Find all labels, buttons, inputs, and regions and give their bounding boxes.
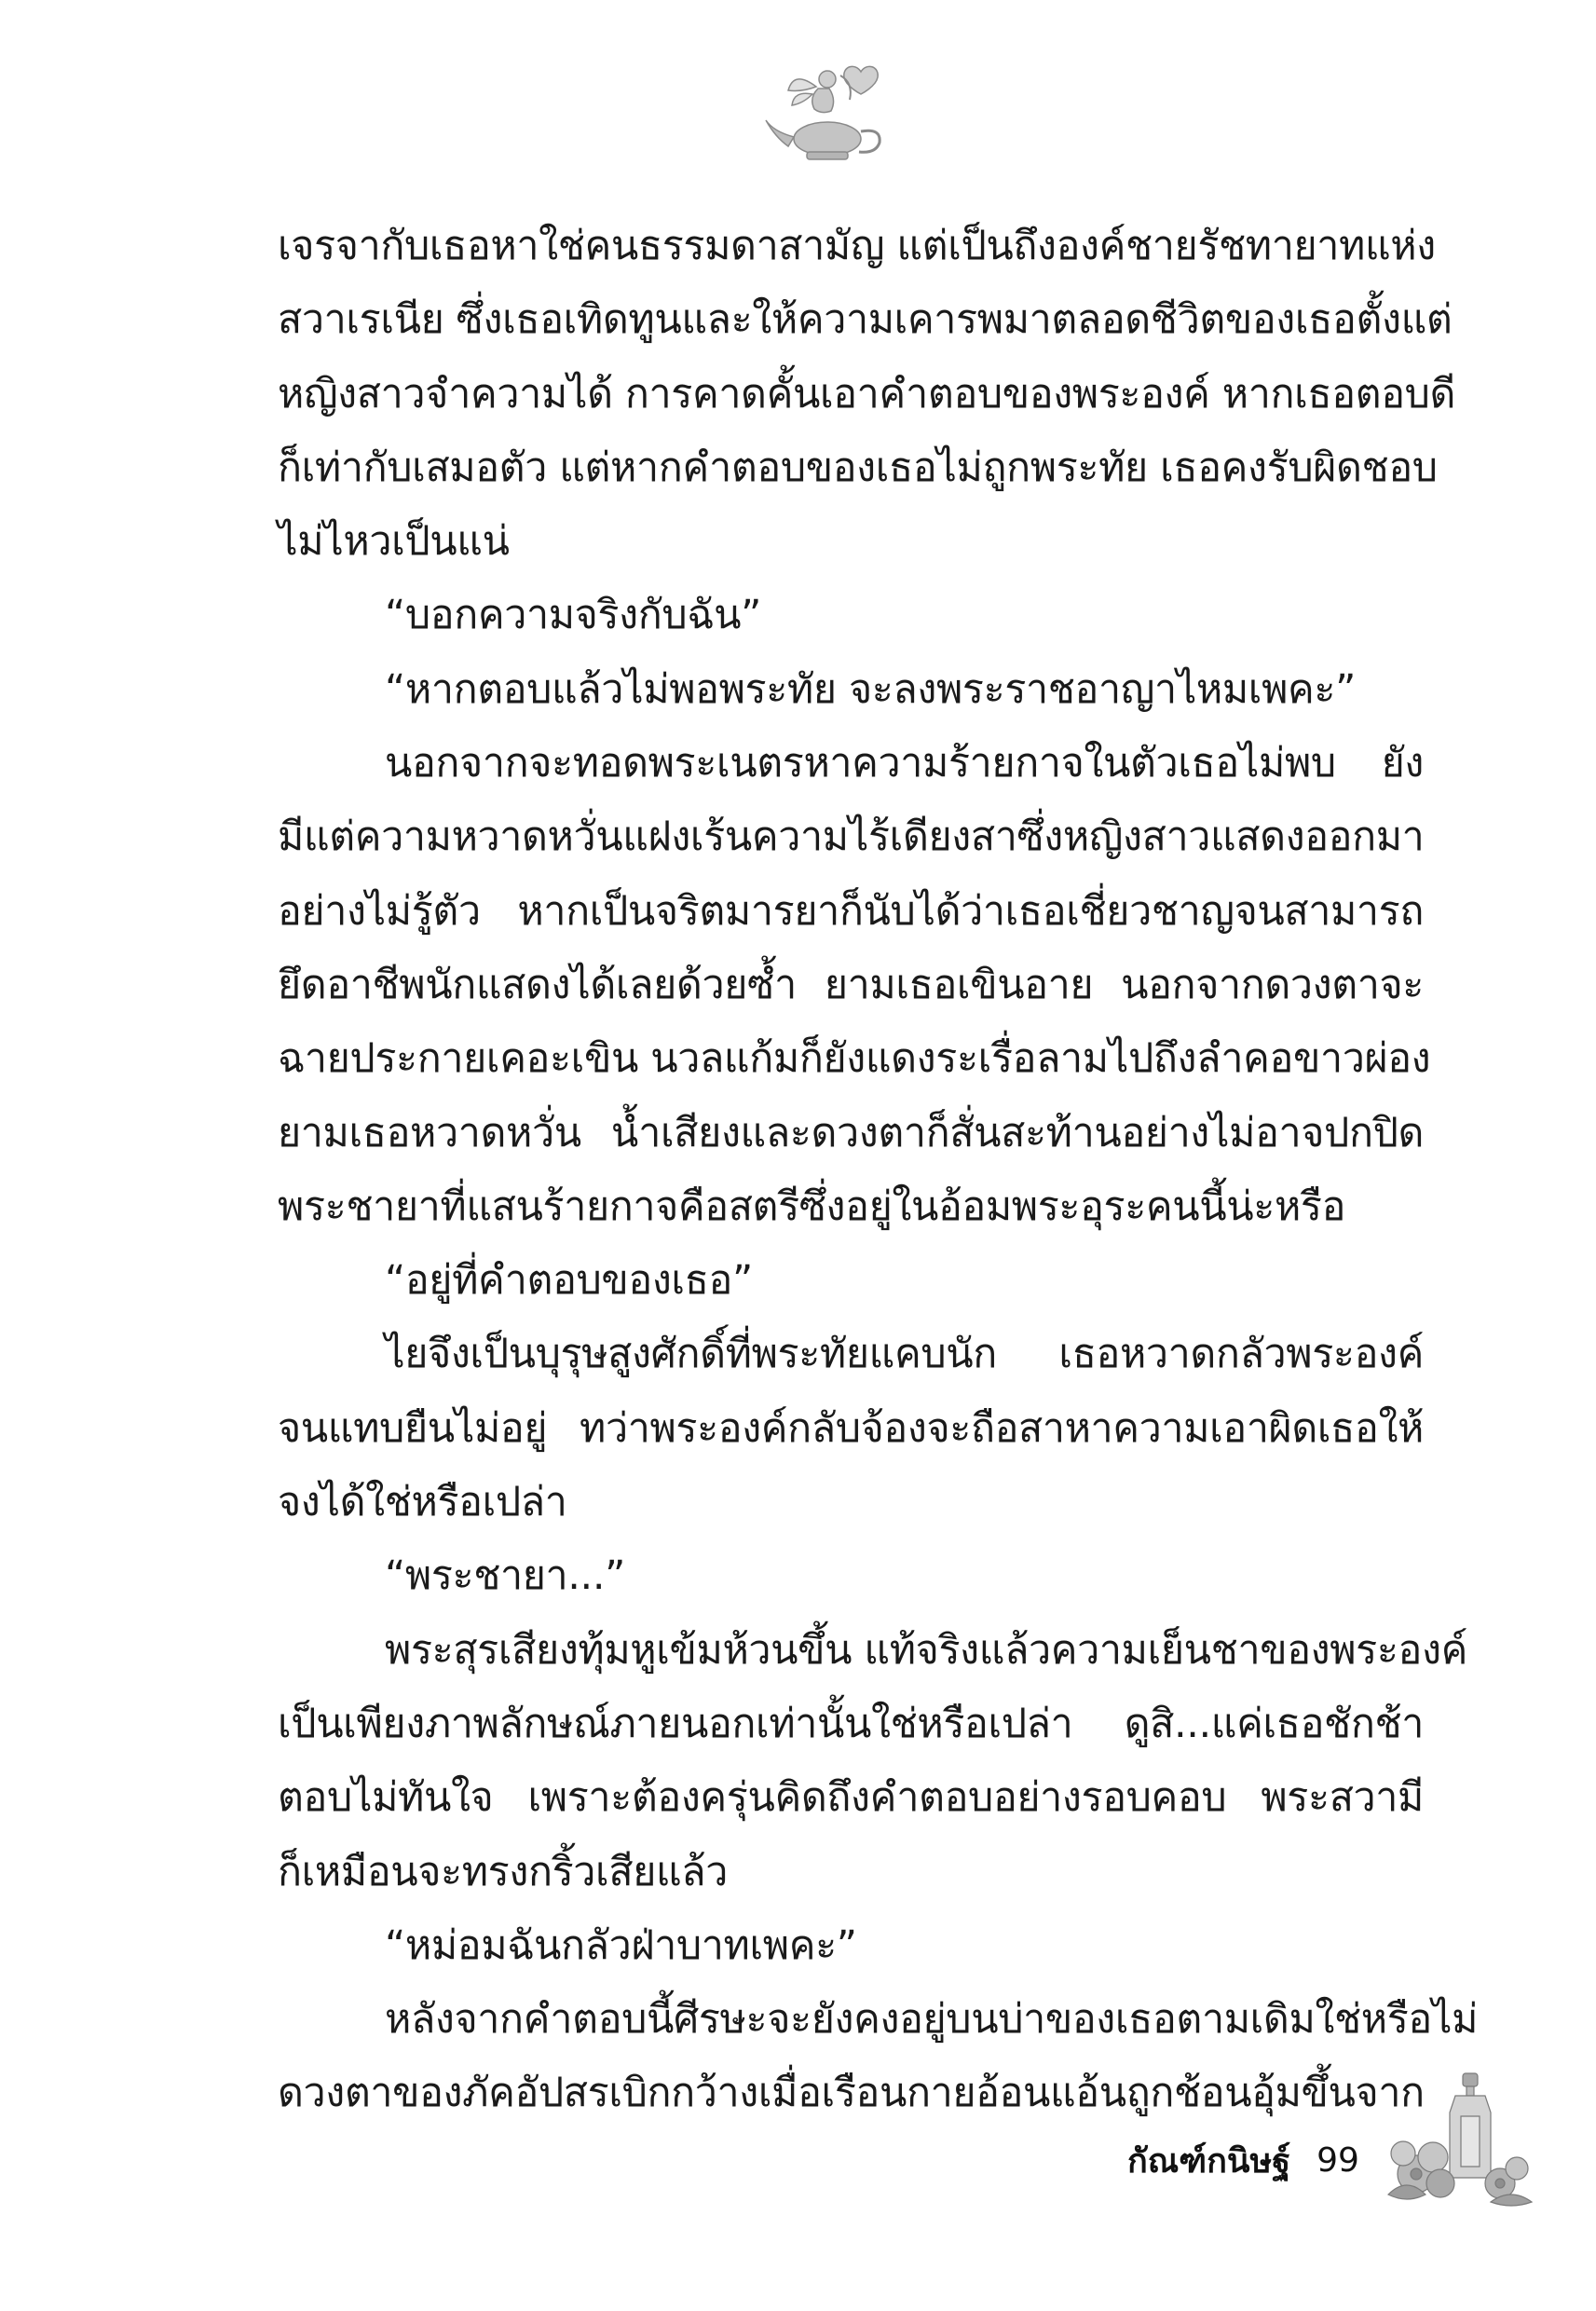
cupid-teapot-ornament-icon bbox=[751, 51, 900, 172]
page-footer bbox=[1127, 2132, 1359, 2188]
paragraph bbox=[278, 210, 1456, 579]
text-line: “หากตอบแล้วไม่พอพระทัย จะลงพระราชอาญาไหมเพคะ” bbox=[385, 665, 1356, 713]
text-line: “พระชายา...” bbox=[385, 1552, 625, 1600]
paragraph bbox=[278, 1318, 1424, 1539]
text-line: พระชายาที่แสนร้ายกาจคือสตรีซึ่งอยู่ในอ้อมพระอุระคนนี้น่ะหรือ bbox=[278, 1183, 1346, 1230]
text-line: ยามเธอหวาดหวั่น น้ำเสียงและดวงตาก็สั่นสะท้านอย่างไม่อาจปกปิด bbox=[278, 1109, 1424, 1156]
text-line: หญิงสาวจำความได้ การคาดคั้นเอาคำตอบของพระองค์ หากเธอตอบดี bbox=[278, 370, 1456, 417]
text-line: เป็นเพียงภาพลักษณ์ภายนอกเท่านั้นใช่หรือเปล่า ดูสิ...แค่เธอชักช้า bbox=[278, 1700, 1424, 1747]
paragraph bbox=[278, 1983, 1479, 2131]
text-line: ก็เหมือนจะทรงกริ้วเสียแล้ว bbox=[278, 1848, 728, 1895]
text-line: จนแทบยืนไม่อยู่ ทว่าพระองค์กลับจ้องจะถือสาหาความเอาผิดเธอให้ bbox=[278, 1404, 1424, 1452]
book-title: กัณฑ์กนิษฐ์ bbox=[1127, 2141, 1291, 2181]
perfume-bottle-flowers-ornament-icon bbox=[1379, 2064, 1537, 2213]
text-line: มีแต่ความหวาดหวั่นแฝงเร้นความไร้เดียงสาซึ่งหญิงสาวแสดงออกมา bbox=[278, 814, 1425, 861]
text-line: “บอกความจริงกับฉัน” bbox=[385, 592, 762, 639]
text-line: “อยู่ที่คำตอบของเธอ” bbox=[385, 1257, 753, 1305]
dialogue-line bbox=[278, 653, 1424, 727]
text-line: สวาเรเนีย ซึ่งเธอเทิดทูนและให้ความเคารพมาตลอดชีวิตของเธอตั้งแต่ bbox=[278, 296, 1453, 344]
text-line: ตอบไม่ทันใจ เพราะต้องครุ่นคิดถึงคำตอบอย่างรอบคอบ พระสวามี bbox=[278, 1774, 1424, 1822]
text-line: ฉายประกายเคอะเขิน นวลแก้มก็ยังแดงระเรื่อลามไปถึงลำคอขาวผ่อง bbox=[278, 1035, 1431, 1083]
paragraph bbox=[278, 727, 1431, 1244]
text-line: ไยจึงเป็นบุรุษสูงศักดิ์ที่พระทัยแคบนัก เธอหวาดกลัวพระองค์ bbox=[385, 1331, 1424, 1378]
text-line: ยึดอาชีพนักแสดงได้เลยด้วยซ้ำ ยามเธอเขินอาย นอกจากดวงตาจะ bbox=[278, 961, 1424, 1008]
text-line: จงได้ใช่หรือเปล่า bbox=[278, 1479, 567, 1526]
text-line: เจรจากับเธอหาใช่คนธรรมดาสามัญ แต่เป็นถึงองค์ชายรัชทายาทแห่ง bbox=[278, 223, 1436, 269]
body-text bbox=[278, 210, 1479, 2131]
text-line: พระสุรเสียงทุ้มหูเข้มห้วนขึ้น แท้จริงแล้วความเย็นชาของพระองค์ bbox=[385, 1626, 1467, 1674]
text-line: นอกจากจะทอดพระเนตรหาความร้ายกาจในตัวเธอไม่พบ ยัง bbox=[385, 740, 1424, 787]
dialogue-line bbox=[278, 1244, 1424, 1318]
dialogue-line bbox=[278, 1539, 1424, 1613]
paragraph bbox=[278, 1614, 1467, 1909]
dialogue-line bbox=[278, 579, 1424, 652]
text-line: ก็เท่ากับเสมอตัว แต่หากคำตอบของเธอไม่ถูกพระทัย เธอคงรับผิดชอบ bbox=[278, 444, 1438, 491]
text-line: ดวงตาของภัคอัปสรเบิกกว้างเมื่อเรือนกายอ้อนแอ้นถูกช้อนอุ้มขึ้นจาก bbox=[278, 2070, 1425, 2117]
dialogue-line bbox=[278, 1909, 1424, 1983]
page-number: 99 bbox=[1316, 2140, 1359, 2180]
text-line: ไม่ไหวเป็นแน่ bbox=[278, 518, 510, 566]
text-line: “หม่อมฉันกลัวฝ่าบาทเพคะ” bbox=[385, 1921, 857, 1969]
text-line: อย่างไม่รู้ตัว หากเป็นจริตมารยาก็นับได้ว่าเธอเชี่ยวชาญจนสามารถ bbox=[278, 887, 1424, 935]
text-line: หลังจากคำตอบนี้ศีรษะจะยังคงอยู่บนบ่าของเธอตามเดิมใช่หรือไม่ bbox=[385, 1996, 1479, 2044]
